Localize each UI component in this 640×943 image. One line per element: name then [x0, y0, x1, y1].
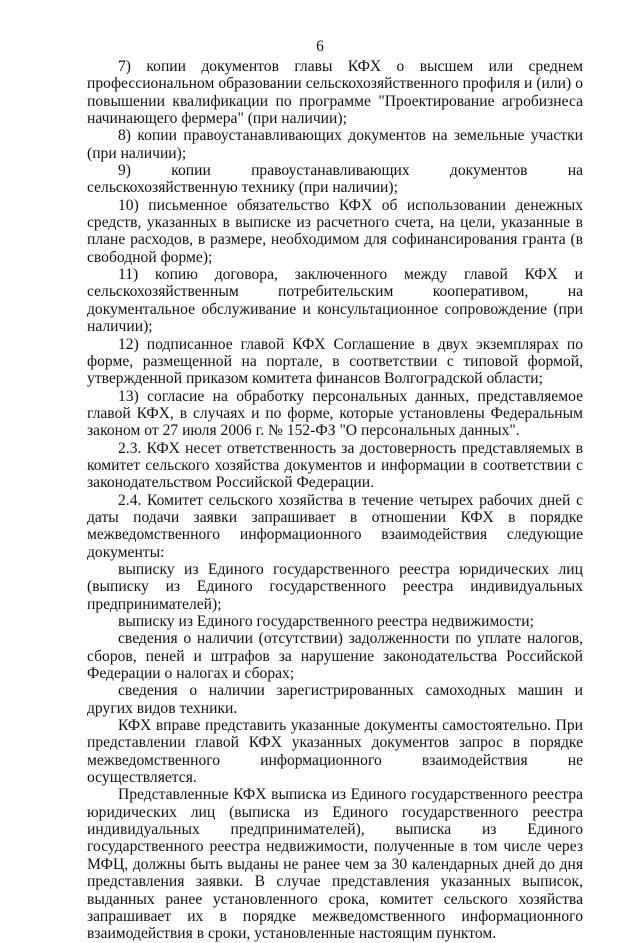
document-body	[87, 58, 583, 943]
requested-doc-machinery: сведения о наличии зарегистрированных самоходных машин и других видов техники.	[87, 682, 583, 717]
extract-validity-note: Представленные КФХ выписка из Единого государственного реестра юридических лиц (выписка из Единого государственного реестра индивидуальных предпринимателей), выписка из Единого государственного реестра недвижимости, полученные в том числе через МФЦ, должны быть выданы не ранее чем за 30 календарных дней до дня представления заявки. В случае представления указанных выписок, выданных ранее установленного срока, комитет сельского хозяйства запрашивает их в порядке межведомственного информационного взаимодействия в сроки, установленные настоящим пунктом.	[87, 786, 583, 943]
self-submission-note: КФХ вправе представить указанные документы самостоятельно. При представлении главой КФХ указанных документов запрос в порядке межведомственного информационного взаимодействия не осуществляется.	[87, 717, 583, 787]
clause-2-3: 2.3. КФХ несет ответственность за достоверность представляемых в комитет сельского хозяйства документов и информации в соответствии с законодательством Российской Федерации.	[87, 439, 583, 492]
requested-doc-egrn: выписку из Единого государственного реестра недвижимости;	[118, 613, 534, 630]
list-item-7: 7) копии документов главы КФХ о высшем или среднем профессиональном образовании сельскохозяйственного профиля и (или) о повышении квалификации по программе "Проектирование агробизнеса начинающего фермера" (при наличии);	[87, 58, 583, 128]
list-item-10: 10) письменное обязательство КФХ об использовании денежных средств, указанных в выписке из расчетного счета, на цели, указанные в плане расходов, в размере, необходимом для софинансирования гранта (в свободной форме);	[87, 196, 583, 266]
requested-doc-tax-debt: сведения о наличии (отсутствии) задолженности по уплате налогов, сборов, пеней и штрафов за нарушение законодательства Российской Федерации о налогах и сборах;	[87, 630, 583, 683]
list-item-11: 11) копию договора, заключенного между главой КФХ и сельскохозяйственным потребительским кооперативом, на документальное обслуживание и консультационное сопровождение (при наличии);	[87, 266, 583, 336]
list-item-9: 9) копии правоустанавливающих документов на сельскохозяйственную технику (при наличии);	[87, 162, 583, 197]
clause-2-4: 2.4. Комитет сельского хозяйства в течение четырех рабочих дней с даты подачи заявки запрашивает в отношении КФХ в порядке межведомственного информационного взаимодействия следующие документы:	[87, 491, 583, 561]
list-item-12: 12) подписанное главой КФХ Соглашение в двух экземплярах по форме, размещенной на портале, в соответствии с типовой формой, утвержденной приказом комитета финансов Волгоградской области;	[87, 335, 583, 388]
list-item-13: 13) согласие на обработку персональных данных, представляемое главой КФХ, в случаях и по форме, которые установлены Федеральным законом от 27 июля 2006 г. № 152-ФЗ "О персональных данных".	[87, 387, 583, 440]
list-item-8: 8) копии правоустанавливающих документов на земельные участки (при наличии);	[87, 127, 583, 162]
page-number: 6	[316, 38, 324, 55]
requested-doc-egrul: выписку из Единого государственного реестра юридических лиц (выписку из Единого государственного реестра индивидуальных предпринимателей);	[87, 560, 583, 613]
